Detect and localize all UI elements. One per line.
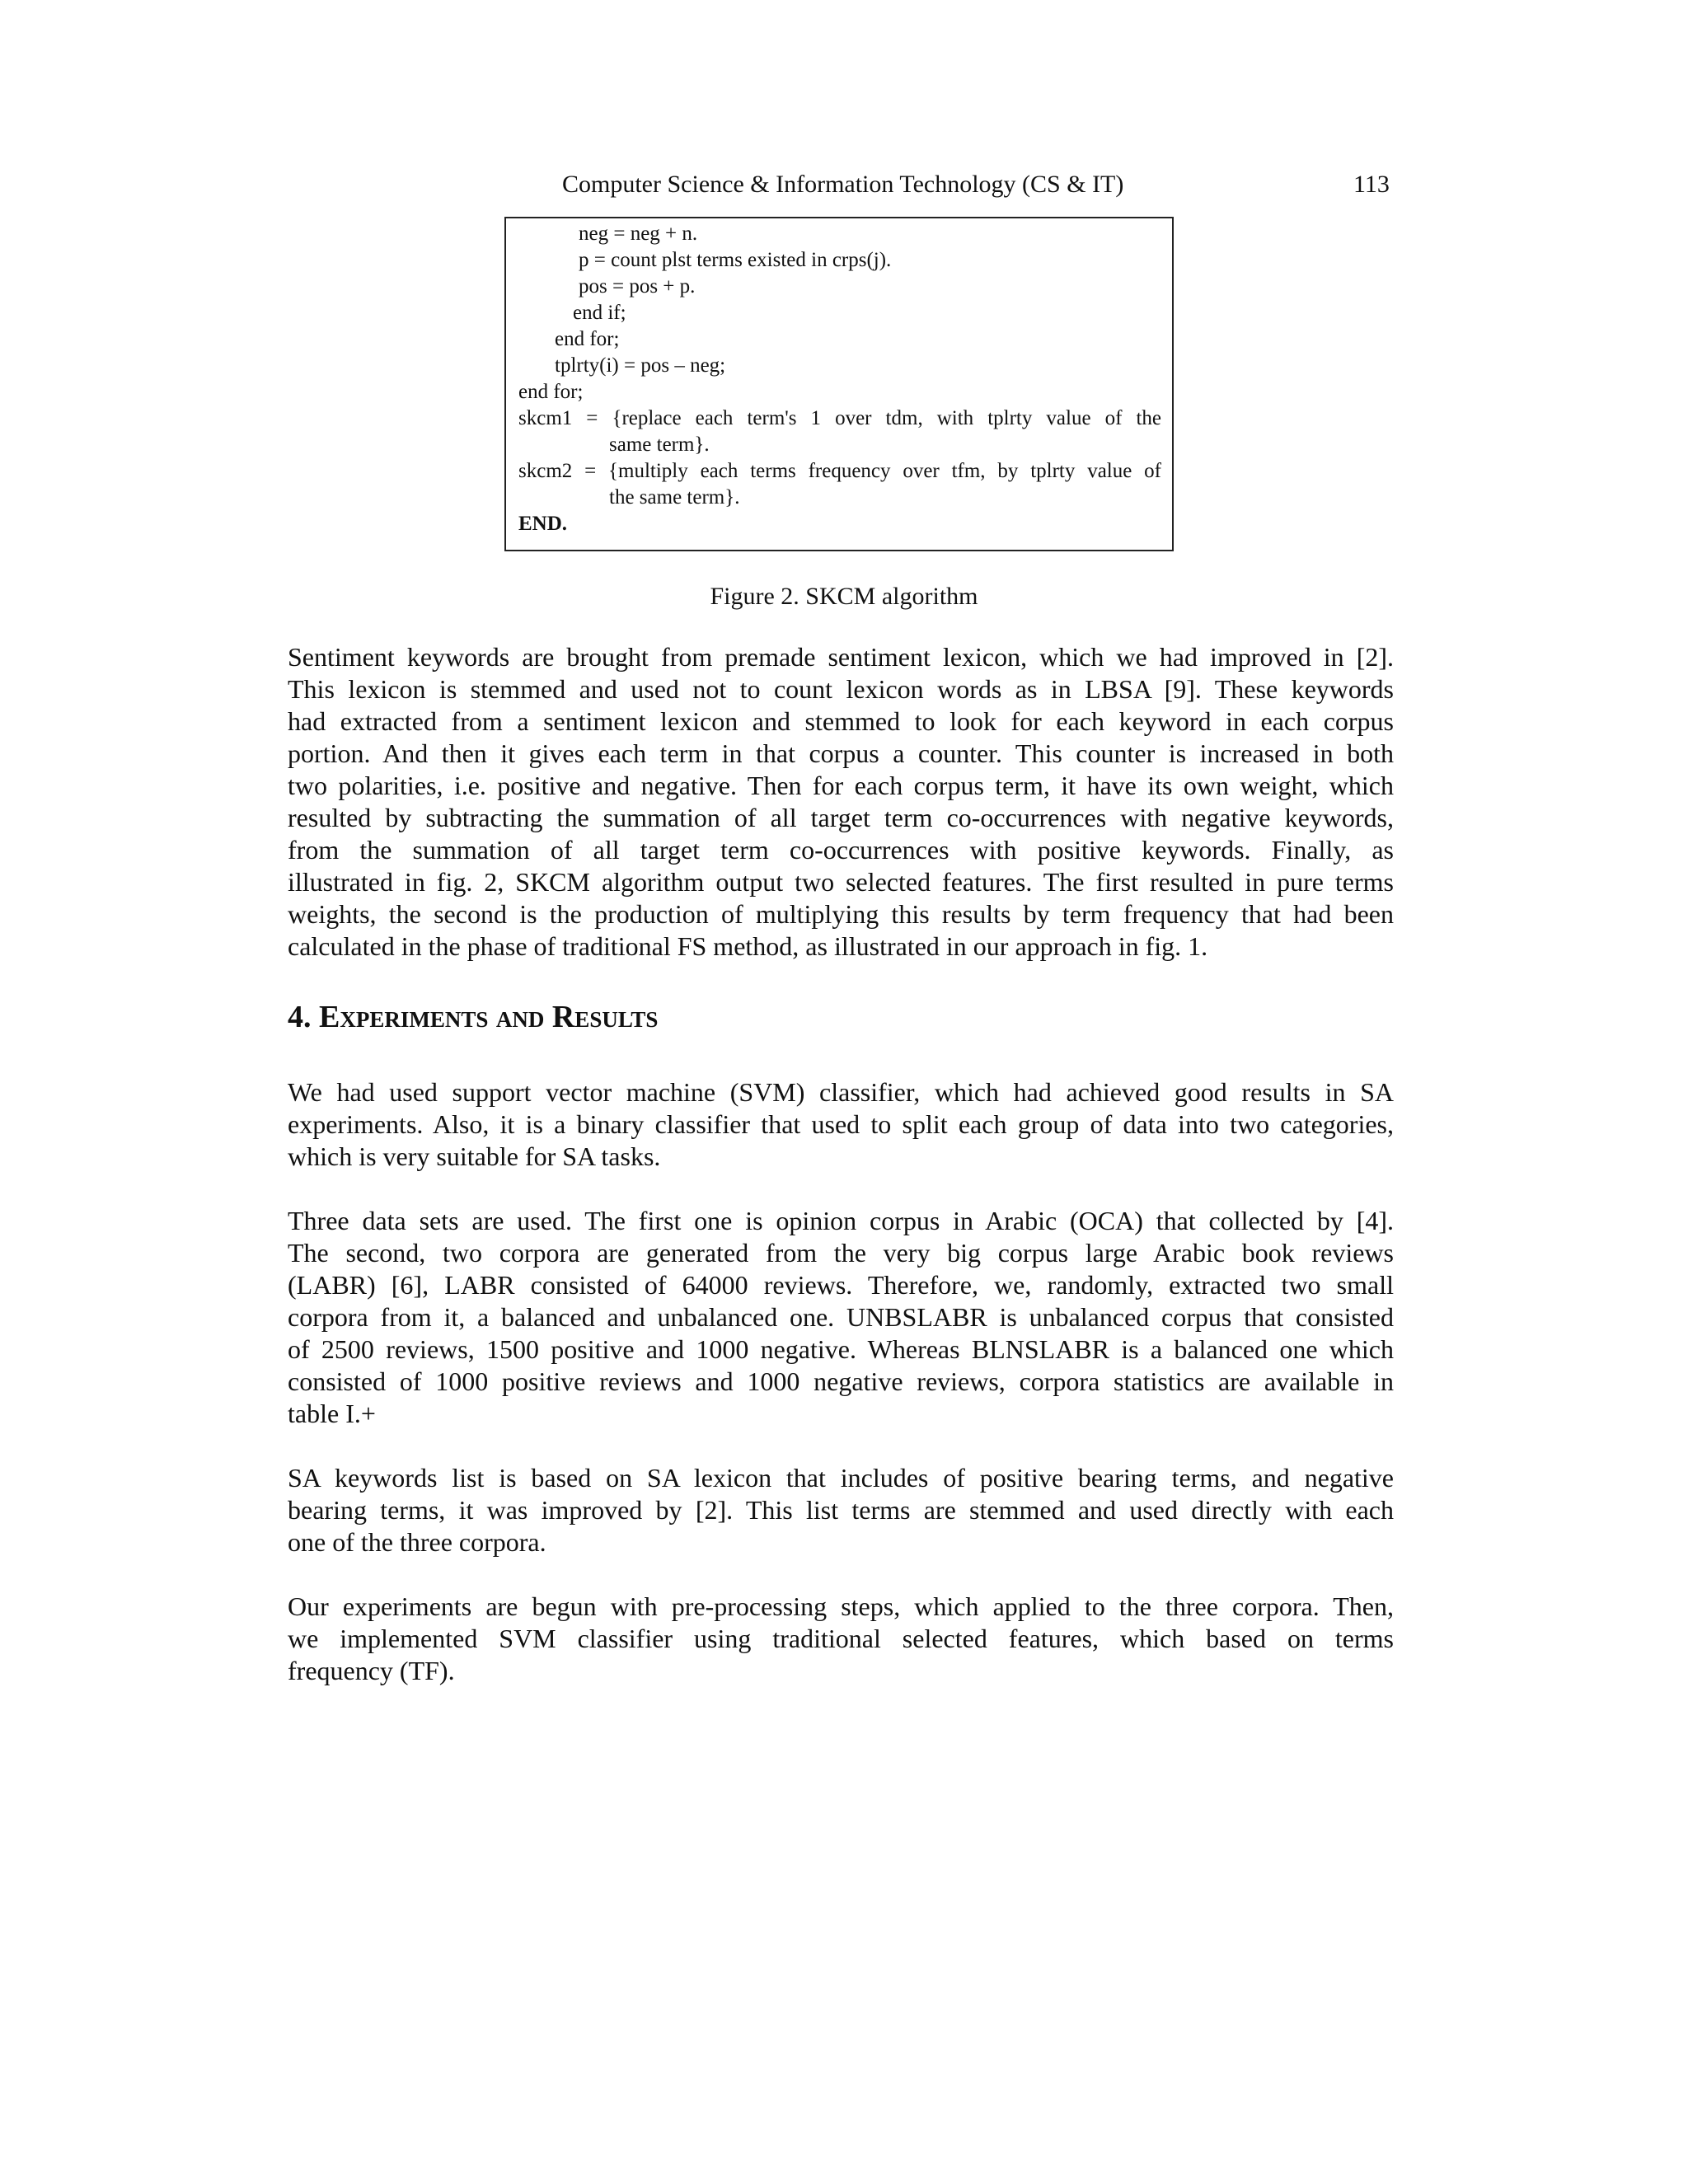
algorithm-line: tplrty(i) = pos – neg; <box>555 354 726 377</box>
running-header-title: Computer Science & Information Technology (CS & IT) <box>562 171 1124 198</box>
paragraph-line: resulted by subtracting the summation of all target term co-occurrences with negative keywords, <box>288 803 1394 832</box>
paragraph-line: weights, the second is the production of multiplying this results by term frequency that had been <box>288 899 1394 929</box>
paragraph-line: corpora from it, a balanced and unbalanced one. UNBSLABR is unbalanced corpus that consisted <box>288 1302 1394 1332</box>
paragraph-line: two polarities, i.e. positive and negative. Then for each corpus term, it have its own weight, which <box>288 771 1394 800</box>
algorithm-line: p = count plst terms existed in crps(j). <box>579 249 892 271</box>
algorithm-box <box>504 217 1174 551</box>
paragraph-line: The second, two corpora are generated from the very big corpus large Arabic book reviews <box>288 1238 1394 1268</box>
paragraph-line: SA keywords list is based on SA lexicon that includes of positive bearing terms, and negative <box>288 1463 1394 1493</box>
paragraph-line: we implemented SVM classifier using traditional selected features, which based on terms <box>288 1624 1394 1653</box>
paragraph-line: experiments. Also, it is a binary classifier that used to split each group of data into two categories, <box>288 1109 1394 1139</box>
algorithm-line: skcm1 = {replace each term's 1 over tdm, with tplrty value of the <box>518 407 1161 429</box>
paragraph-line: consisted of 1000 positive reviews and 1000 negative reviews, corpora statistics are available in <box>288 1366 1394 1396</box>
paragraph-line: from the summation of all target term co-occurrences with positive keywords. Finally, as <box>288 835 1394 865</box>
paragraph-line: frequency (TF). <box>288 1656 455 1685</box>
algorithm-line: the same term}. <box>609 486 740 509</box>
section-title: Experiments and Results <box>319 1000 659 1034</box>
paragraph-line: portion. And then it gives each term in that corpus a counter. This counter is increased in both <box>288 738 1394 768</box>
paragraph-line: calculated in the phase of traditional FS method, as illustrated in our approach in fig. 1. <box>288 931 1208 961</box>
paragraph-line: bearing terms, it was improved by [2]. This list terms are stemmed and used directly with each <box>288 1495 1394 1525</box>
paragraph-line: Sentiment keywords are brought from premade sentiment lexicon, which we had improved in [2]. <box>288 642 1394 672</box>
paragraph-line: (LABR) [6], LABR consisted of 64000 reviews. Therefore, we, randomly, extracted two small <box>288 1270 1394 1300</box>
paragraph-line: table I.+ <box>288 1399 376 1428</box>
paragraph-line: of 2500 reviews, 1500 positive and 1000 negative. Whereas BLNSLABR is a balanced one which <box>288 1334 1394 1364</box>
algorithm-line: end for; <box>518 381 584 403</box>
paragraph-line: This lexicon is stemmed and used not to count lexicon words as in LBSA [9]. These keywords <box>288 674 1394 704</box>
algorithm-line: end if; <box>573 302 626 324</box>
section-heading <box>288 999 658 1035</box>
paragraph-line: Our experiments are begun with pre-processing steps, which applied to the three corpora. Then, <box>288 1591 1394 1621</box>
algorithm-line: end for; <box>555 328 620 350</box>
paragraph-line: Three data sets are used. The first one is opinion corpus in Arabic (OCA) that collected by [4]. <box>288 1206 1394 1235</box>
algorithm-line: same term}. <box>609 434 710 456</box>
paragraph-line: had extracted from a sentiment lexicon and stemmed to look for each keyword in each corpus <box>288 706 1394 736</box>
section-number: 4. <box>288 1000 312 1034</box>
paragraph-line: one of the three corpora. <box>288 1527 546 1557</box>
figure-caption: Figure 2. SKCM algorithm <box>710 583 978 610</box>
algorithm-line: pos = pos + p. <box>579 275 696 298</box>
paragraph-line: We had used support vector machine (SVM) classifier, which had achieved good results in SA <box>288 1077 1394 1107</box>
algorithm-line: neg = neg + n. <box>579 223 698 245</box>
paragraph-line: which is very suitable for SA tasks. <box>288 1141 661 1171</box>
algorithm-line: skcm2 = {multiply each terms frequency over tfm, by tplrty value of <box>518 460 1161 482</box>
paragraph-line: illustrated in fig. 2, SKCM algorithm output two selected features. The first resulted in pure terms <box>288 867 1394 897</box>
page-number: 113 <box>1353 171 1390 198</box>
algorithm-end-keyword: END. <box>518 513 568 535</box>
